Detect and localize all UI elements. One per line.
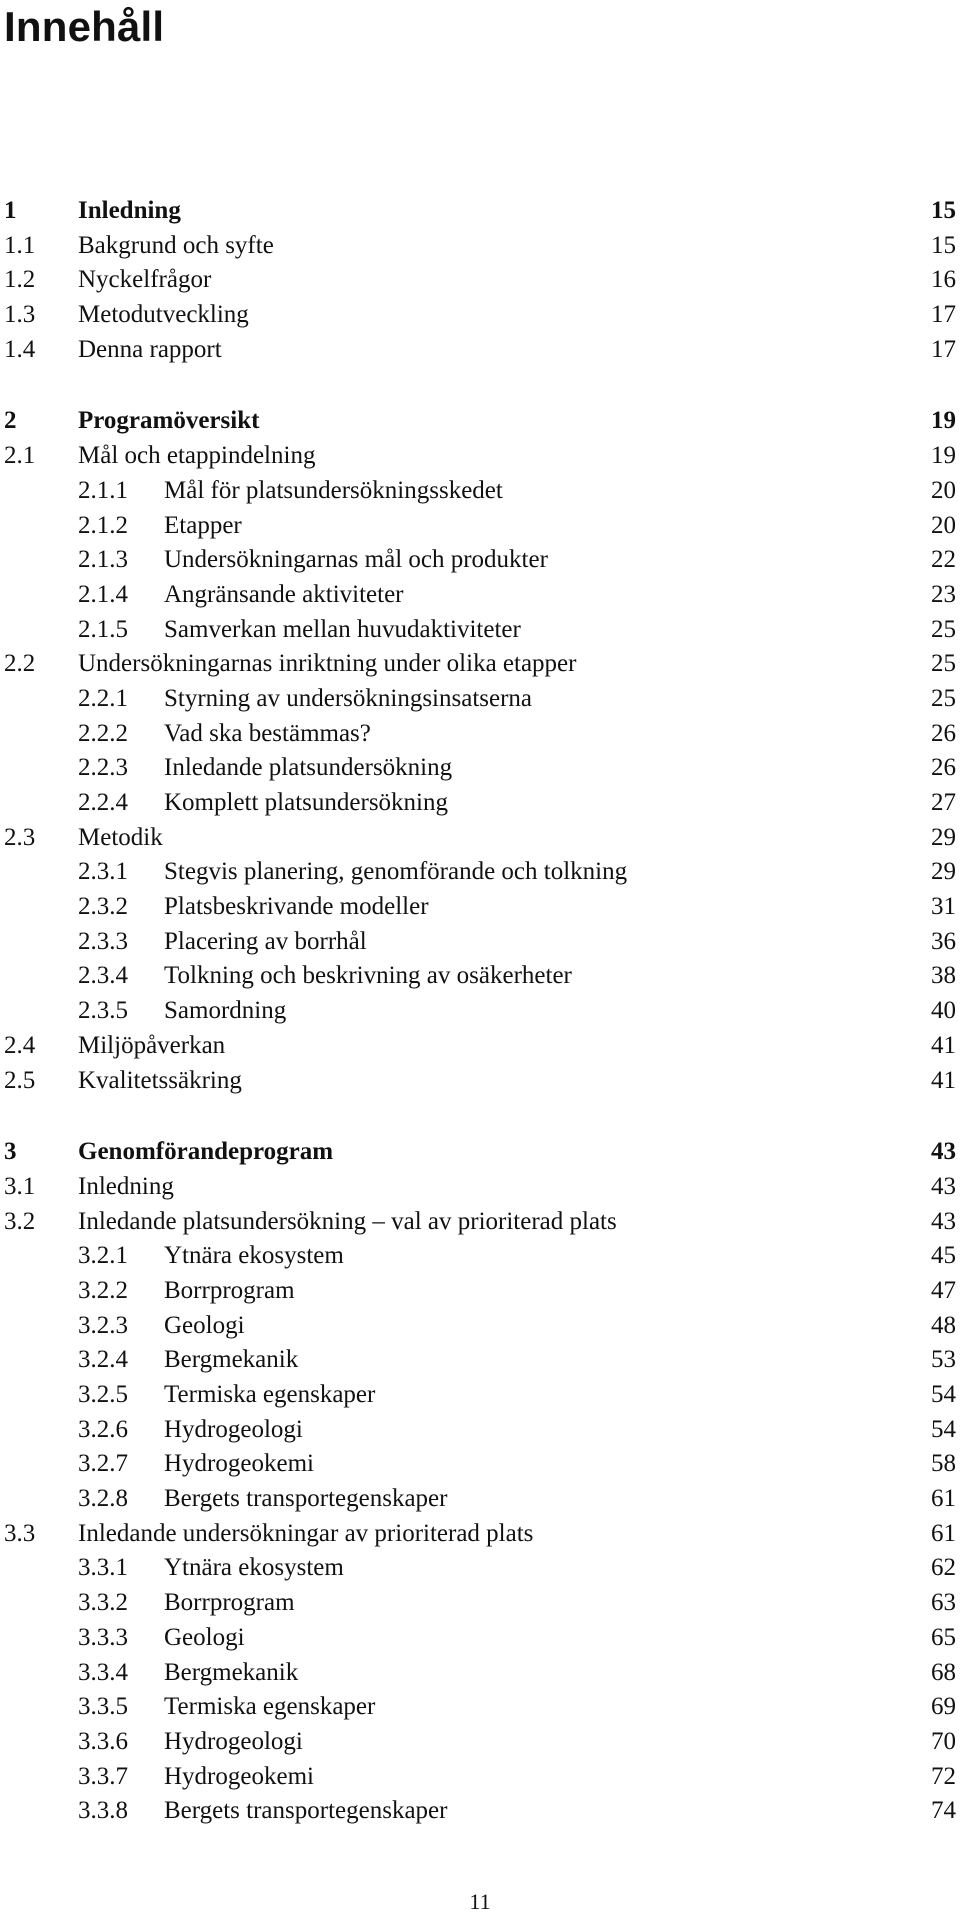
toc-entry-number: 3.1 bbox=[4, 1172, 36, 1200]
toc-entry-page: 74 bbox=[931, 1797, 956, 1825]
toc-entry-title: Ytnära ekosystem bbox=[164, 1242, 344, 1270]
toc-entry-number: 1.1 bbox=[4, 231, 36, 259]
toc-entry[interactable] bbox=[0, 333, 960, 368]
toc-entry-number: 2.2.4 bbox=[78, 789, 128, 816]
toc-entry[interactable] bbox=[0, 1725, 960, 1760]
toc-entry-title: Borrprogram bbox=[164, 1589, 295, 1617]
toc-entry-number: 2.1.4 bbox=[78, 580, 128, 608]
toc-entry-number: 2.3.1 bbox=[78, 858, 128, 886]
toc-entry-title: Komplett platsundersökning bbox=[164, 789, 448, 816]
toc-chapter bbox=[0, 1135, 960, 1829]
toc-entry-title: Inledning bbox=[78, 1172, 174, 1200]
toc-entry-number: 1.4 bbox=[4, 335, 36, 363]
toc-entry-page: 48 bbox=[931, 1311, 956, 1339]
toc-entry-title: Mål för platsundersökningsskedet bbox=[164, 476, 503, 504]
toc-entry-number: 3.3.3 bbox=[78, 1623, 128, 1651]
toc-entry-page: 43 bbox=[931, 1138, 956, 1166]
toc-entry-page: 19 bbox=[931, 407, 956, 435]
toc-entry-title: Angränsande aktiviteter bbox=[164, 580, 404, 608]
toc-entry-page: 53 bbox=[931, 1346, 956, 1374]
toc-entry[interactable] bbox=[0, 959, 960, 994]
toc-entry-number: 3.2.1 bbox=[78, 1242, 128, 1270]
toc-entry-page: 22 bbox=[931, 546, 956, 574]
toc-entry[interactable] bbox=[0, 786, 960, 821]
toc-entry-page: 15 bbox=[931, 231, 956, 259]
toc-entry[interactable] bbox=[0, 1621, 960, 1656]
toc-entry-number: 2.3.2 bbox=[78, 893, 128, 921]
toc-entry-number: 2.2 bbox=[4, 650, 36, 678]
toc-entry-page: 41 bbox=[931, 1066, 956, 1094]
page-title: Innehåll bbox=[4, 3, 165, 50]
toc-entry-page: 16 bbox=[931, 266, 956, 294]
toc-entry-page: 38 bbox=[931, 962, 956, 990]
toc-entry-number: 3.3 bbox=[4, 1519, 36, 1547]
toc-entry[interactable] bbox=[0, 890, 960, 925]
toc-entry-page: 31 bbox=[931, 893, 956, 921]
toc-entry[interactable] bbox=[0, 404, 960, 439]
toc-chapter bbox=[0, 404, 960, 1098]
toc-entry[interactable] bbox=[0, 1135, 960, 1170]
toc-entry[interactable] bbox=[0, 474, 960, 509]
toc-entry-number: 2.3 bbox=[4, 823, 36, 851]
toc-entry[interactable] bbox=[0, 509, 960, 544]
toc-entry-title: Etapper bbox=[164, 511, 242, 539]
toc-entry-page: 29 bbox=[931, 858, 956, 886]
toc-entry-page: 23 bbox=[931, 580, 956, 608]
toc-entry[interactable] bbox=[0, 821, 960, 856]
toc-chapter bbox=[0, 194, 960, 367]
toc-entry-number: 3.3.6 bbox=[78, 1727, 128, 1755]
toc-entry-page: 47 bbox=[931, 1276, 956, 1304]
toc-entry-title: Miljöpåverkan bbox=[78, 1031, 226, 1059]
toc-entry-title: Termiska egenskaper bbox=[164, 1693, 376, 1721]
toc-entry-number: 2.1.3 bbox=[78, 546, 128, 574]
toc-entry-number: 3.3.4 bbox=[78, 1658, 128, 1686]
toc-entry[interactable] bbox=[0, 1309, 960, 1344]
toc-entry[interactable] bbox=[0, 1239, 960, 1274]
toc-entry-number: 3.2.5 bbox=[78, 1381, 128, 1408]
toc-entry-title: Geologi bbox=[164, 1623, 245, 1651]
toc-entry-number: 3.3.1 bbox=[78, 1554, 128, 1582]
toc-entry[interactable] bbox=[0, 717, 960, 752]
toc-entry-page: 27 bbox=[931, 789, 956, 816]
toc-entry[interactable] bbox=[0, 1170, 960, 1205]
toc-entry-number: 2.1 bbox=[4, 442, 36, 470]
toc-entry-title: Tolkning och beskrivning av osäkerheter bbox=[164, 962, 572, 990]
toc-entry-title: Inledning bbox=[78, 197, 181, 224]
toc-entry-page: 54 bbox=[931, 1415, 956, 1443]
toc-entry-page: 58 bbox=[931, 1450, 956, 1478]
toc-entry-page: 25 bbox=[931, 684, 956, 712]
toc-entry-page: 25 bbox=[931, 615, 956, 643]
toc-entry-title: Termiska egenskaper bbox=[164, 1381, 376, 1408]
toc-entry-number: 2.2.2 bbox=[78, 719, 128, 747]
toc-entry[interactable] bbox=[0, 1064, 960, 1099]
toc-entry-number: 2.4 bbox=[4, 1031, 36, 1059]
toc-entry-number: 3.3.8 bbox=[78, 1797, 128, 1825]
toc-entry-title: Stegvis planering, genomförande och tolkning bbox=[164, 858, 628, 886]
toc-entry-page: 26 bbox=[931, 719, 956, 747]
toc-entry-number: 2.5 bbox=[4, 1066, 36, 1094]
toc-entry-page: 15 bbox=[931, 197, 956, 224]
toc-entry[interactable] bbox=[0, 1656, 960, 1691]
toc-entry-title: Inledande platsundersökning bbox=[164, 754, 453, 782]
toc-entry-page: 54 bbox=[931, 1381, 956, 1408]
toc-entry[interactable] bbox=[0, 1551, 960, 1586]
toc-entry-title: Bergmekanik bbox=[164, 1346, 299, 1374]
toc-entry-page: 40 bbox=[931, 997, 956, 1025]
toc-entry-number: 3.2.4 bbox=[78, 1346, 128, 1374]
toc-entry-page: 36 bbox=[931, 927, 956, 955]
toc-entry[interactable] bbox=[0, 1517, 960, 1552]
toc-entry[interactable] bbox=[0, 751, 960, 786]
toc-entry-page: 41 bbox=[931, 1031, 956, 1059]
toc-entry-number: 2.2.3 bbox=[78, 754, 128, 782]
toc-entry[interactable] bbox=[0, 1794, 960, 1829]
toc-entry[interactable] bbox=[0, 1029, 960, 1064]
toc-entry-title: Kvalitetssäkring bbox=[78, 1066, 242, 1094]
toc-entry-page: 65 bbox=[931, 1623, 956, 1651]
toc-entry-page: 61 bbox=[931, 1519, 956, 1547]
page-number: 11 bbox=[469, 1889, 491, 1914]
toc-entry-title: Programöversikt bbox=[78, 407, 260, 435]
toc-entry[interactable] bbox=[0, 1274, 960, 1309]
toc-entry[interactable] bbox=[0, 647, 960, 682]
toc-entry-title: Placering av borrhål bbox=[164, 927, 367, 955]
toc-entry-page: 68 bbox=[931, 1658, 956, 1686]
toc-entry-title: Ytnära ekosystem bbox=[164, 1554, 344, 1582]
toc-entry-title: Borrprogram bbox=[164, 1276, 295, 1304]
toc-entry-title: Hydrogeokemi bbox=[164, 1762, 314, 1790]
toc-entry-page: 17 bbox=[931, 301, 956, 329]
toc-entry[interactable] bbox=[0, 263, 960, 298]
toc-entry[interactable] bbox=[0, 682, 960, 717]
toc-entry-title: Samverkan mellan huvudaktiviteter bbox=[164, 615, 521, 643]
toc-entry-page: 62 bbox=[931, 1554, 956, 1582]
toc-entry[interactable] bbox=[0, 855, 960, 890]
toc-entry[interactable] bbox=[0, 994, 960, 1029]
toc-entry-title: Undersökningarnas mål och produkter bbox=[164, 546, 548, 574]
toc-entry-title: Bergets transportegenskaper bbox=[164, 1797, 448, 1825]
toc-entry-page: 45 bbox=[931, 1242, 956, 1270]
toc-entry-number: 1.3 bbox=[4, 301, 36, 329]
toc-entry[interactable] bbox=[0, 298, 960, 333]
toc-entry-title: Bergmekanik bbox=[164, 1658, 299, 1686]
toc-entry-page: 25 bbox=[931, 650, 956, 678]
toc-entry-number: 2.2.1 bbox=[78, 684, 128, 712]
toc-entry-page: 70 bbox=[931, 1727, 956, 1755]
toc-entry-title: Styrning av undersökningsinsatserna bbox=[164, 684, 533, 712]
toc-entry-title: Inledande platsundersökning – val av prioriterad plats bbox=[78, 1207, 617, 1235]
toc-entry-title: Platsbeskrivande modeller bbox=[164, 893, 429, 921]
toc-entry-title: Bergets transportegenskaper bbox=[164, 1485, 448, 1513]
toc-entry-title: Inledande undersökningar av prioriterad plats bbox=[78, 1519, 534, 1547]
toc-entry-page: 17 bbox=[931, 335, 956, 363]
toc-entry-title: Hydrogeologi bbox=[164, 1727, 303, 1755]
toc-entry-number: 2.3.4 bbox=[78, 962, 128, 990]
toc-entry-number: 3.2.8 bbox=[78, 1485, 128, 1513]
toc-entry-page: 26 bbox=[931, 754, 956, 782]
toc-entry-page: 43 bbox=[931, 1207, 956, 1235]
toc-entry-number: 3 bbox=[4, 1138, 17, 1166]
toc-entry-title: Vad ska bestämmas? bbox=[164, 719, 371, 747]
toc-entry-number: 2.3.5 bbox=[78, 997, 128, 1025]
toc-entry[interactable] bbox=[0, 1205, 960, 1240]
toc-entry-page: 61 bbox=[931, 1485, 956, 1513]
toc-entry[interactable] bbox=[0, 194, 960, 229]
toc-entry-number: 3.3.5 bbox=[78, 1693, 128, 1721]
toc-entry-number: 1.2 bbox=[4, 266, 36, 294]
toc-entry-title: Nyckelfrågor bbox=[78, 266, 212, 294]
toc-entry-number: 2.1.2 bbox=[78, 511, 128, 539]
toc-entry-number: 3.2.6 bbox=[78, 1415, 128, 1443]
toc-entry-number: 3.2 bbox=[4, 1207, 36, 1235]
toc-entry-title: Hydrogeologi bbox=[164, 1415, 303, 1443]
toc-entry-number: 2 bbox=[4, 407, 17, 435]
toc-entry-page: 63 bbox=[931, 1589, 956, 1617]
toc-entry-page: 72 bbox=[931, 1762, 956, 1790]
toc-entry-page: 20 bbox=[931, 511, 956, 539]
toc-entry-title: Undersökningarnas inriktning under olika etapper bbox=[78, 650, 577, 678]
toc-entry[interactable] bbox=[0, 1690, 960, 1725]
toc-entry-number: 2.1.5 bbox=[78, 615, 128, 643]
toc-entry-page: 69 bbox=[931, 1693, 956, 1721]
toc-entry[interactable] bbox=[0, 1447, 960, 1482]
toc-entry-number: 3.2.3 bbox=[78, 1311, 128, 1339]
toc-entry-title: Bakgrund och syfte bbox=[78, 231, 274, 259]
toc-entry-page: 43 bbox=[931, 1172, 956, 1200]
toc-entry[interactable] bbox=[0, 1760, 960, 1795]
toc-entry-title: Metodutveckling bbox=[78, 301, 249, 329]
toc-entry[interactable] bbox=[0, 1413, 960, 1448]
toc-entry-title: Hydrogeokemi bbox=[164, 1450, 314, 1478]
toc-entry-title: Samordning bbox=[164, 997, 287, 1025]
toc-entry[interactable] bbox=[0, 543, 960, 578]
toc-entry[interactable] bbox=[0, 1586, 960, 1621]
toc-entry-number: 3.2.7 bbox=[78, 1450, 128, 1478]
toc-entry-title: Geologi bbox=[164, 1311, 245, 1339]
toc-entry-number: 3.2.2 bbox=[78, 1276, 128, 1304]
toc-entry-title: Genomförandeprogram bbox=[78, 1138, 334, 1166]
toc-entry-title: Denna rapport bbox=[78, 335, 222, 363]
toc-entry[interactable] bbox=[0, 229, 960, 264]
toc-entry[interactable] bbox=[0, 578, 960, 613]
toc-entry-title: Metodik bbox=[78, 823, 163, 851]
toc-entry-number: 3.3.7 bbox=[78, 1762, 128, 1790]
toc-entry[interactable] bbox=[0, 1378, 960, 1413]
toc-entry-number: 1 bbox=[4, 197, 17, 224]
toc-entry[interactable] bbox=[0, 1482, 960, 1517]
toc-entry-number: 2.1.1 bbox=[78, 476, 128, 504]
toc-entry-number: 2.3.3 bbox=[78, 927, 128, 955]
table-of-contents bbox=[0, 194, 960, 1866]
toc-entry-page: 29 bbox=[931, 823, 956, 851]
toc-entry-page: 20 bbox=[931, 476, 956, 504]
toc-entry-page: 19 bbox=[931, 442, 956, 470]
toc-entry[interactable] bbox=[0, 1343, 960, 1378]
toc-entry[interactable] bbox=[0, 439, 960, 474]
toc-entry[interactable] bbox=[0, 613, 960, 648]
toc-entry-title: Mål och etappindelning bbox=[78, 442, 316, 470]
toc-entry[interactable] bbox=[0, 925, 960, 960]
toc-entry-number: 3.3.2 bbox=[78, 1589, 128, 1617]
